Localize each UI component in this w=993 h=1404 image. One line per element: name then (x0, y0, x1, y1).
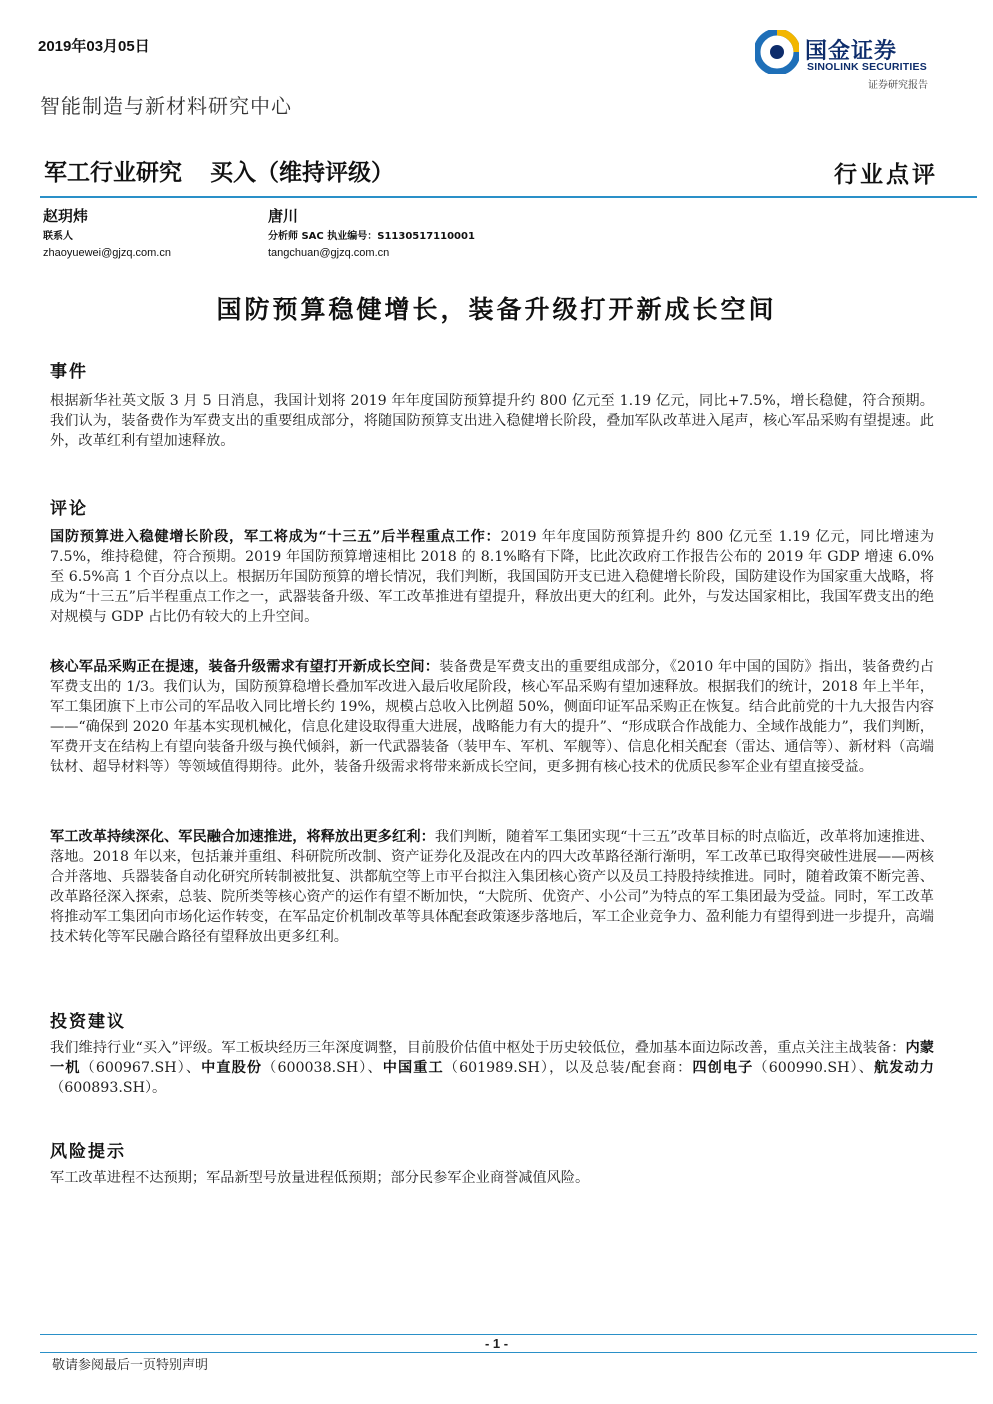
paragraph-lead: 核心军品采购正在提速，装备升级需求有望打开新成长空间： (50, 659, 440, 675)
research-center: 智能制造与新材料研究中心 (40, 94, 292, 118)
stock-name: 航发动力 (873, 1060, 934, 1076)
stock-name: 四创电子 (692, 1060, 754, 1076)
event-paragraph: 根据新华社英文版 3 月 5 日消息，我国计划将 2019 年年度国防预算提升约 800 亿元至 1.19 亿元，同比+7.5%，增长稳健，符合预期。我们认为，装备费作为军费支出的重要组成部分，将随国防预算支出进入稳健增长阶段，叠加军队改革进入尾声，核心军品采购有望提速。此外，改革红利有望加速释放。 (50, 393, 934, 449)
footer-disclaimer: 敬请参阅最后一页特别声明 (52, 1358, 209, 1373)
logo-mark-icon (755, 30, 799, 74)
risk-paragraph: 军工改革进程不达预期；军品新型号放量进程低预期；部分民参军企业商誉减值风险。 (50, 1170, 590, 1186)
footer-rule-bottom (40, 1352, 977, 1353)
paragraph-lead: 国防预算进入稳健增长阶段，军工将成为“十三五”后半程重点工作： (50, 529, 501, 545)
stock-name: 内蒙一机 (50, 1040, 934, 1076)
author-name: 赵玥炜 (43, 207, 89, 225)
footer-rule-top (40, 1334, 977, 1335)
section-heading-risk: 风险提示 (50, 1142, 126, 1162)
author-email[interactable]: zhaoyuewei@gjzq.com.cn (43, 247, 171, 259)
rating-label: 买入（维持评级） (210, 160, 394, 186)
industry-title-row (44, 154, 394, 187)
section-heading-comment: 评论 (50, 499, 88, 519)
author-1 (43, 208, 171, 262)
company-logo (755, 30, 945, 90)
author-role: 联系人 (43, 231, 73, 242)
stock-name: 中直股份 (201, 1060, 263, 1076)
comment-paragraph-2 (50, 657, 934, 777)
advice-paragraph (50, 1038, 934, 1098)
author-2 (268, 208, 475, 262)
author-role: 分析师 SAC 执业编号：S1130517110001 (268, 231, 475, 242)
report-date: 2019年03月05日 (38, 38, 150, 55)
stock-name: 中国重工 (382, 1060, 444, 1076)
comment-paragraph-3 (50, 827, 934, 947)
document-type: 行业点评 (834, 161, 938, 188)
logo-subtitle: 证券研究报告 (868, 80, 928, 91)
author-email[interactable]: tangchuan@gjzq.com.cn (268, 247, 390, 259)
report-headline: 国防预算稳健增长，装备升级打开新成长空间 (216, 295, 777, 324)
paragraph-body: 2019 年年度国防预算提升约 800 亿元至 1.19 亿元，同比增速为 7.5%，维持稳健，符合预期。2019 年国防预算增速相比 2018 的 8.1%略有下降，比此次政府工作报告公布的 2019 年 GDP 增速 6.0%至 6.5%高 1 个百分点以上。根据历年国防预算的增长情况，我们判断，我国国防开支已进入稳健增长阶段，国防建设作为国家重大战略，将成为“十三五”后半程重点工作之一，武器装备升级、军工改革推进有望提升，释放出更大的红利。此外，与发达国家相比，我国军费支出的绝对规模与 GDP 占比仍有较大的上升空间。 (50, 529, 935, 625)
industry-label: 军工行业研究 (44, 160, 182, 186)
author-name: 唐川 (268, 207, 299, 225)
paragraph-lead: 军工改革持续深化、军民融合加速推进，将释放出更多红利： (50, 829, 435, 845)
stock-code: （601989.SH），以及总装/配套商： (443, 1060, 693, 1076)
section-heading-event: 事件 (50, 362, 88, 382)
comment-paragraph-1 (50, 527, 934, 627)
logo-cn-text: 国金证券 (805, 39, 898, 64)
stock-code: （600038.SH）、 (262, 1060, 383, 1076)
stock-code: （600967.SH）、 (80, 1060, 202, 1076)
section-heading-advice: 投资建议 (50, 1012, 126, 1032)
logo-en-text: SINOLINK SECURITIES (807, 61, 927, 73)
paragraph-body: 装备费是军费支出的重要组成部分，《2010 年中国的国防》指出，装备费约占军费支出的 1/3。我们认为，国防预算稳增长叠加军改进入最后收尾阶段，核心军品采购有望加速释放。根据我们的统计，2018 年上半年，军工集团旗下上市公司的军品收入同比增长约 19%，规模占总收入比例超 50%，侧面印证军品采购正在恢复。结合此前党的十九大报告内容——“确保到 2020 年基本实现机械化，信息化建设取得重大进展，战略能力有大的提升”、“形成联合作战能力、全域作战能力”，我们判断，军费开支在结构上有望向装备升级与换代倾斜，新一代武器装备（装甲车、军机、军舰等）、信息化相关配套（雷达、通信等）、新材料（高端钛材、超导材料等）等领域值得期待。此外，装备升级需求将带来新成长空间，更多拥有核心技术的优质民参军企业有望直接受益。 (50, 659, 934, 775)
stock-code: （600893.SH）。 (50, 1080, 167, 1096)
advice-text: 我们维持行业“买入”评级。军工板块经历三年深度调整，目前股价估值中枢处于历史较低位，叠加基本面边际改善，重点关注主战装备： (50, 1040, 906, 1056)
header-rule (40, 196, 977, 198)
page-number: - 1 - (484, 1336, 509, 1351)
stock-code: （600990.SH）、 (753, 1060, 874, 1076)
paragraph-body: 我们判断，随着军工集团实现“十三五”改革目标的时点临近，改革将加速推进、落地。2018 年以来，包括兼并重组、科研院所改制、资产证券化及混改在内的四大改革路径渐行渐明，军工改革已取得突破性进展——两核合并落地、兵器装备自动化研究所转制被批复、洪都航空等上市平台拟注入集团核心资产以及员工持股持续推进。同时，随着政策不断完善、改革路径深入探索，总装、院所类等核心资产的运作有望不断加快，“大院所、优资产、小公司”为特点的军工集团最为受益。同时，军工改革将推动军工集团向市场化运作转变，在军品定价机制改革等具体配套政策逐步落地后，军工企业竞争力、盈利能力有望得到进一步提升，高端技术转化等军民融合路径有望释放出更多红利。 (50, 829, 934, 945)
